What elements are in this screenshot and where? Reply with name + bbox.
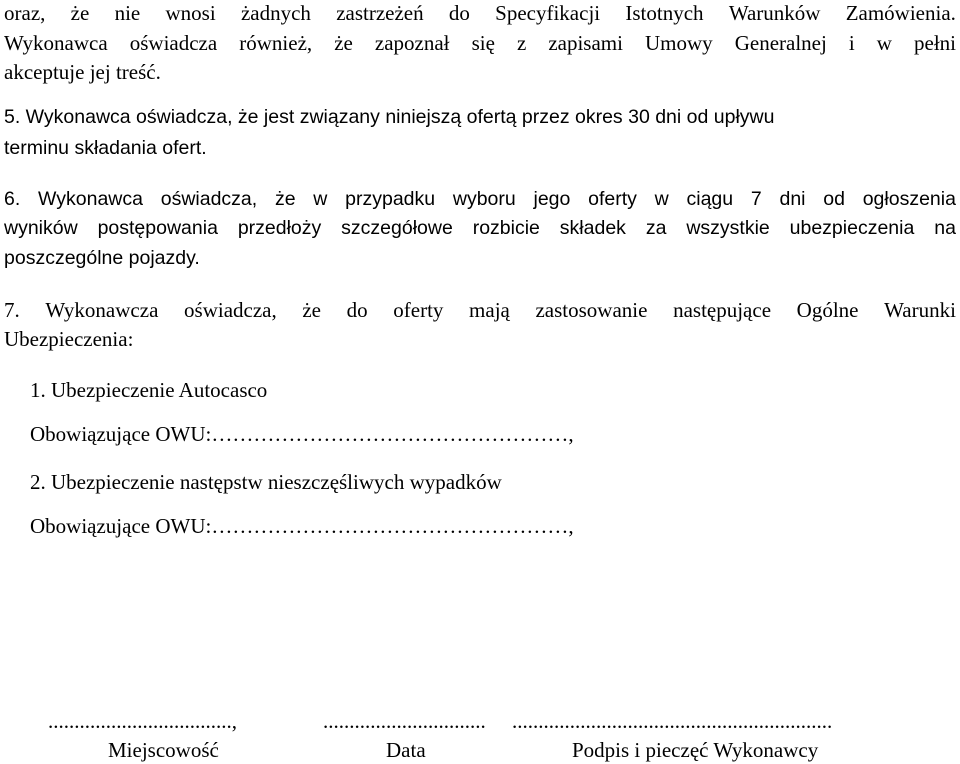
word: nie <box>114 1 141 25</box>
paragraph-4-line-1 <box>4 0 956 26</box>
word: wnosi <box>165 1 216 25</box>
word: zapisami <box>548 31 623 55</box>
word: Warunki <box>884 298 956 322</box>
paragraph-6-line-2 <box>4 215 956 241</box>
word: oświadcza, <box>160 188 258 210</box>
word: że <box>274 188 296 210</box>
word: Istotnych <box>625 1 704 25</box>
word: Specyfikacji <box>495 1 601 25</box>
word: w <box>313 188 328 210</box>
paragraph-7-line-2: Ubezpieczenia: <box>4 327 134 351</box>
word: wszystkie <box>686 217 770 239</box>
word: następujące <box>673 298 772 322</box>
word: i <box>848 31 855 55</box>
word: Ogólne <box>796 298 859 322</box>
word: od <box>823 188 845 210</box>
paragraph-4-line-2 <box>4 30 956 56</box>
word: dni <box>779 188 806 210</box>
word: do <box>346 298 368 322</box>
word: w <box>654 188 669 210</box>
word: 7 <box>750 188 762 210</box>
word: oświadcza, <box>184 298 277 322</box>
word: Umowy <box>645 31 713 55</box>
word: że <box>70 1 90 25</box>
insurance-item-1-title: 1. Ubezpieczenie Autocasco <box>30 378 268 402</box>
word: 7. <box>4 298 20 322</box>
insurance-item-2-owu: Obowiązujące OWU:……………………………………………, <box>30 514 574 538</box>
paragraph-5-line-1: 5. Wykonawca oświadcza, że jest związany niniejszą ofertą przez okres 30 dni od upływu <box>4 106 775 128</box>
word: pełni <box>914 31 956 55</box>
place-label: Miejscowość <box>108 738 219 762</box>
word: również, <box>239 31 313 55</box>
word: mają <box>469 298 510 322</box>
word: oświadcza <box>129 31 218 55</box>
word: za <box>645 217 667 239</box>
word: 6. <box>4 188 21 210</box>
word: rozbicie <box>472 217 540 239</box>
word: zastosowanie <box>535 298 648 322</box>
word: oraz, <box>4 1 46 25</box>
date-label: Data <box>386 738 426 762</box>
word: przedłoży <box>237 217 322 239</box>
paragraph-7-line-1 <box>4 297 956 323</box>
word: Zamówienia. <box>845 1 956 25</box>
word: na <box>934 217 956 239</box>
word: Wykonawcza <box>45 298 159 322</box>
word: zapoznał <box>374 31 450 55</box>
word: szczegółowe <box>341 217 453 239</box>
insurance-item-2-title: 2. Ubezpieczenie następstw nieszczęśliwych wypadków <box>30 470 502 494</box>
word: żadnych <box>240 1 311 25</box>
word: się <box>471 31 495 55</box>
word: do <box>448 1 470 25</box>
word: zastrzeżeń <box>336 1 424 25</box>
word: że <box>302 298 322 322</box>
signature-dotted-line: ............................................................. <box>512 709 833 733</box>
word: że <box>334 31 353 55</box>
paragraph-6-line-1 <box>4 186 956 212</box>
word: wyboru <box>452 188 516 210</box>
word: z <box>516 31 527 55</box>
word: Warunków <box>728 1 821 25</box>
word: jego <box>533 188 571 210</box>
word: Generalnej <box>734 31 827 55</box>
word: ubezpieczenia <box>789 217 915 239</box>
word: przypadku <box>345 188 436 210</box>
paragraph-5-line-2: terminu składania ofert. <box>4 137 207 159</box>
word: Wykonawca <box>4 31 108 55</box>
word: w <box>876 31 892 55</box>
date-dotted-line: ............................... <box>323 709 486 733</box>
paragraph-4-line-3: akceptuje jej treść. <box>4 60 161 84</box>
word: Wykonawca <box>38 188 143 210</box>
word: postępowania <box>97 217 218 239</box>
word: ciągu <box>686 188 734 210</box>
place-dotted-line: ..................................., <box>48 709 237 733</box>
insurance-item-1-owu: Obowiązujące OWU:……………………………………………, <box>30 422 574 446</box>
word: wyników <box>4 217 78 239</box>
word: oferty <box>393 298 444 322</box>
word: oferty <box>588 188 637 210</box>
word: ogłoszenia <box>862 188 956 210</box>
signature-label: Podpis i pieczęć Wykonawcy <box>572 738 819 762</box>
word: składek <box>559 217 626 239</box>
paragraph-6-line-3: poszczególne pojazdy. <box>4 247 200 269</box>
